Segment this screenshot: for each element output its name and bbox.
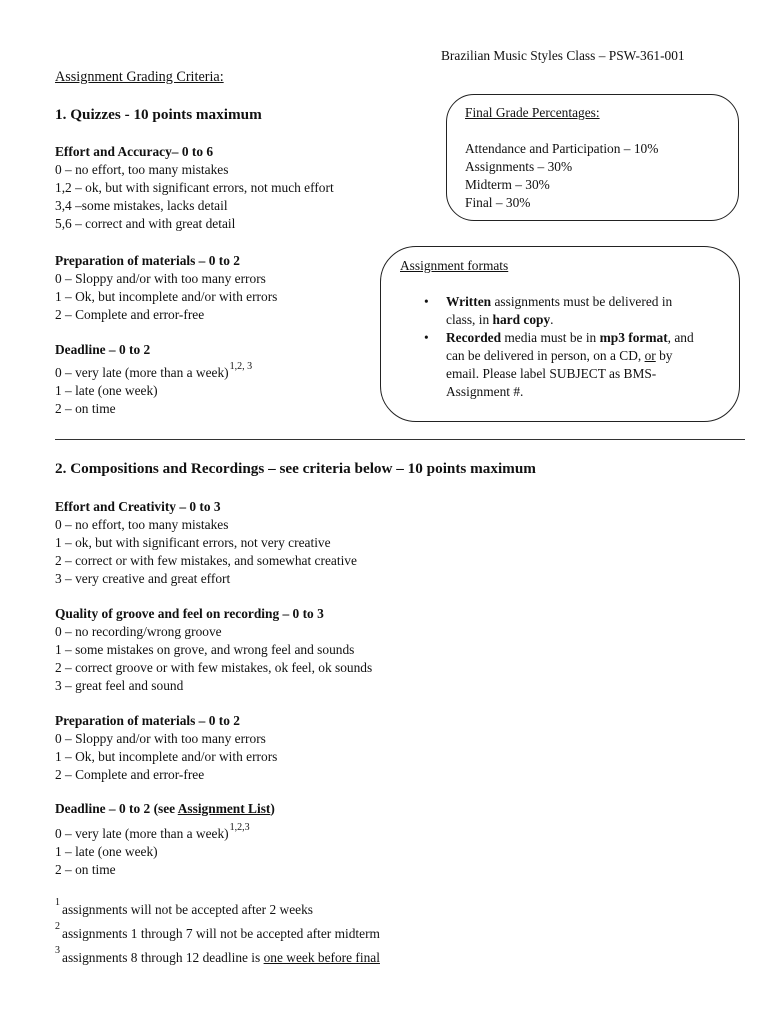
footnote: $^3$ assignments 8 through 12 deadline is one week before final xyxy=(55,945,380,965)
final-grade-list xyxy=(465,140,658,212)
list-item: 0 – no effort, too many mistakes xyxy=(55,517,229,532)
comp-deadline-heading: Deadline – 0 to 2 (see Assignment List) xyxy=(55,801,275,816)
final-grade-box xyxy=(446,94,739,221)
list-item: Assignments – 30% xyxy=(465,159,573,174)
list-item: 5,6 – correct and with great detail xyxy=(55,216,236,231)
final-grade-title: Final Grade Percentages: xyxy=(465,105,600,120)
footnote-ref: 1,2,3 xyxy=(229,822,250,833)
comp-effort-heading: Effort and Creativity – 0 to 3 xyxy=(55,499,221,514)
comp-groove-list xyxy=(55,623,372,695)
quiz-effort-heading: Effort and Accuracy– 0 to 6 xyxy=(55,144,214,159)
list-item: 1 – Ok, but incomplete and/or with errors xyxy=(55,289,278,304)
section-compositions-heading: 2. Compositions and Recordings – see criteria below – 10 points maximum xyxy=(55,460,536,477)
list-item: 0 – very late (more than a week)$^{1,2,3}$ xyxy=(55,822,250,841)
list-item: 0 – no effort, too many mistakes xyxy=(55,162,229,177)
comp-effort-list xyxy=(55,516,357,588)
bullet-icon: • xyxy=(424,294,429,309)
list-item: • Written assignments must be delivered in class, in hard copy. xyxy=(424,294,673,327)
list-item: 3 – great feel and sound xyxy=(55,678,184,693)
quiz-effort-list xyxy=(55,161,334,233)
list-item: Attendance and Participation – 10% xyxy=(465,141,659,156)
list-item: 1 – some mistakes on grove, and wrong feel and sounds xyxy=(55,642,355,657)
quiz-preparation-heading: Preparation of materials – 0 to 2 xyxy=(55,253,240,268)
list-item: 2 – Complete and error-free xyxy=(55,307,205,322)
footnote-ref: 1,2, 3 xyxy=(229,361,253,372)
list-item: 0 – Sloppy and/or with too many errors xyxy=(55,271,266,286)
assignment-formats-box xyxy=(380,246,740,422)
list-item: 1 – late (one week) xyxy=(55,383,158,398)
course-title: Brazilian Music Styles Class – PSW-361-001 xyxy=(441,48,685,63)
list-item: 2 – Complete and error-free xyxy=(55,767,205,782)
list-item: 1,2 – ok, but with significant errors, not much effort xyxy=(55,180,334,195)
footnote-mark: 3 xyxy=(55,945,60,956)
list-item: 3 – very creative and great effort xyxy=(55,571,231,586)
assignment-list-link[interactable]: Assignment List xyxy=(177,801,271,816)
list-item: 1 – Ok, but incomplete and/or with errors xyxy=(55,749,278,764)
list-item: 1 – ok, but with significant errors, not very creative xyxy=(55,535,331,550)
section-divider xyxy=(55,439,745,440)
list-item: 1 – late (one week) xyxy=(55,844,158,859)
list-item: 2 – on time xyxy=(55,401,116,416)
list-item: • Recorded media must be in mp3 format, and can be delivered in person, on a CD, or by email. Please label SUBJECT as BMS-Assignment #. xyxy=(424,330,694,399)
list-item: 2 – correct groove or with few mistakes, ok feel, ok sounds xyxy=(55,660,373,675)
footnote-mark: 2 xyxy=(55,921,60,932)
footnote-mark: 1 xyxy=(55,897,60,908)
comp-preparation-list xyxy=(55,730,277,784)
comp-preparation-heading: Preparation of materials – 0 to 2 xyxy=(55,713,240,728)
list-item: Final – 30% xyxy=(465,195,531,210)
quiz-deadline-heading: Deadline – 0 to 2 xyxy=(55,342,151,357)
list-item: 0 – very late (more than a week)$^{1,2, 3}$ xyxy=(55,361,253,380)
quiz-preparation-list xyxy=(55,270,277,324)
list-item: 2 – on time xyxy=(55,862,116,877)
bullet-icon: • xyxy=(424,330,429,345)
comp-groove-heading: Quality of groove and feel on recording – 0 to 3 xyxy=(55,606,324,621)
list-item: 0 – no recording/wrong groove xyxy=(55,624,222,639)
page-title: Assignment Grading Criteria: xyxy=(55,69,224,85)
assignment-formats-title: Assignment formats xyxy=(400,258,509,273)
section-quizzes-heading: 1. Quizzes - 10 points maximum xyxy=(55,106,262,123)
list-item: Midterm – 30% xyxy=(465,177,550,192)
footnote: $^1$ assignments will not be accepted after 2 weeks xyxy=(55,897,313,917)
assignment-formats-list xyxy=(424,293,694,401)
comp-deadline-list xyxy=(55,822,250,879)
footnote: $^2$ assignments 1 through 7 will not be accepted after midterm xyxy=(55,921,380,941)
list-item: 3,4 –some mistakes, lacks detail xyxy=(55,198,228,213)
list-item: 0 – Sloppy and/or with too many errors xyxy=(55,731,266,746)
list-item: 2 – correct or with few mistakes, and somewhat creative xyxy=(55,553,357,568)
quiz-deadline-list xyxy=(55,361,253,418)
